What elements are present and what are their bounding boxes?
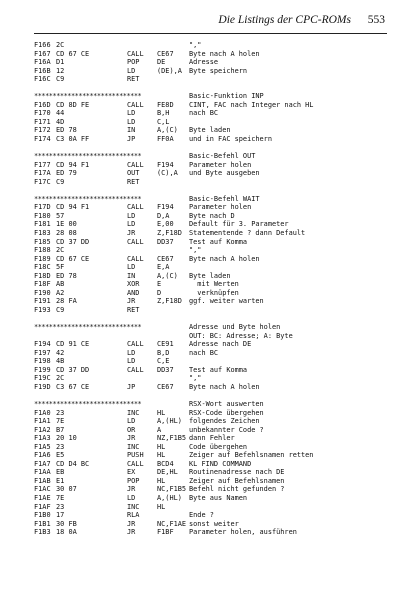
mnemonic: JR [127,519,136,528]
blank-line [34,186,394,195]
operand: DE,HL [157,468,178,477]
address: F1AE [34,493,51,502]
section-title: Basic-Befehl OUT [189,152,256,161]
hex-bytes: E1 [56,476,65,485]
mnemonic: RET [127,305,140,314]
hex-bytes: A2 [56,288,65,297]
address: F185 [34,237,51,246]
hex-bytes: 20 10 [56,434,77,443]
operand: DE [157,58,166,67]
mnemonic: RET [127,177,140,186]
code-line [34,366,394,375]
separator-stars: ***************************** [34,194,142,203]
operand: B,D [157,348,170,357]
mnemonic: RLA [127,511,140,520]
mnemonic: IN [127,126,136,135]
address: F181 [34,220,51,229]
operand: HL [157,451,166,460]
address: F16B [34,66,51,75]
address: F1AC [34,485,51,494]
operand: D,A [157,211,170,220]
hex-bytes: 4B [56,357,65,366]
code-line [34,357,394,366]
address: F18C [34,263,51,272]
hex-bytes: 5F [56,263,65,272]
hex-bytes: 30 07 [56,485,77,494]
section-header [34,195,394,204]
hex-bytes: 12 [56,66,65,75]
address: F19C [34,374,51,383]
code-line [34,503,394,512]
hex-bytes: 7E [56,493,65,502]
address: F183 [34,229,51,238]
address: F1A3 [34,434,51,443]
code-line [34,75,394,84]
mnemonic: CALL [127,365,144,374]
mnemonic: LD [127,417,136,426]
address: F1AA [34,468,51,477]
operand: F1BF [157,528,174,537]
mnemonic: XOR [127,280,140,289]
comment: Adresse nach DE [189,340,252,349]
operand: (DE),A [157,66,182,75]
address: F180 [34,211,51,220]
code-line [34,135,394,144]
mnemonic: CALL [127,340,144,349]
address: F17C [34,177,51,186]
operand: BCD4 [157,459,174,468]
mnemonic: PUSH [127,451,144,460]
section-header [34,152,394,161]
running-header [0,14,385,30]
mnemonic: OR [127,425,136,434]
hex-bytes: 23 [56,502,65,511]
hex-bytes: 18 0A [56,528,77,537]
address: F1B0 [34,511,51,520]
operand: A,(HL) [157,493,182,502]
code-line [34,50,394,59]
operand: A,(HL) [157,417,182,426]
mnemonic: CALL [127,203,144,212]
hex-bytes: ED 79 [56,169,77,178]
section-header [34,92,394,101]
comment: und Byte ausgeben [189,169,260,178]
section-note: OUT: BC: Adresse; A: Byte [189,331,293,340]
comment: Parameter holen [189,203,252,212]
code-line [34,280,394,289]
hex-bytes: CD 37 DD [56,365,90,374]
operand: F194 [157,160,174,169]
hex-bytes: 17 [56,511,65,520]
comment: "," [189,246,202,255]
hex-bytes: 42 [56,348,65,357]
section-title: Basic-Befehl WAIT [189,194,260,203]
hex-bytes: 1E 00 [56,220,77,229]
operand: B,H [157,109,170,118]
address: F1A5 [34,442,51,451]
blank-line [34,84,394,93]
code-line [34,255,394,264]
code-line [34,238,394,247]
mnemonic: POP [127,58,140,67]
address: F189 [34,254,51,263]
address: F16D [34,100,51,109]
mnemonic: CALL [127,160,144,169]
hex-bytes: CD 67 CE [56,254,90,263]
address: F1AB [34,476,51,485]
code-line [34,101,394,110]
blank-line [34,315,394,324]
comment: Parameter holen, ausführen [189,528,297,537]
operand: NC,F1B5 [157,485,187,494]
comment: Statementende ? dann Default [189,229,306,238]
address: F167 [34,49,51,58]
address: F19D [34,382,51,391]
address: F1B1 [34,519,51,528]
mnemonic: LD [127,109,136,118]
code-line [34,383,394,392]
operand: C,L [157,117,170,126]
code-line [34,477,394,486]
hex-bytes: 7E [56,417,65,426]
operand: HL [157,476,166,485]
operand: NZ,F1B5 [157,434,187,443]
code-line [34,109,394,118]
address: F1A6 [34,451,51,460]
hex-bytes: C3 0A FF [56,135,90,144]
code-line [34,528,394,537]
operand: CE91 [157,340,174,349]
operand: HL [157,502,166,511]
code-line [34,297,394,306]
section-header [34,400,394,409]
address: F1AF [34,502,51,511]
code-line [34,443,394,452]
hex-bytes: CD 94 F1 [56,160,90,169]
address: F17A [34,169,51,178]
comment: unbekannter Code ? [189,425,264,434]
operand: CE67 [157,254,174,263]
operand: E,A [157,263,170,272]
operand: NC,F1AE [157,519,187,528]
address: F17D [34,203,51,212]
address: F188 [34,246,51,255]
page-number: 553 [367,14,385,26]
address: F171 [34,117,51,126]
address: F18D [34,271,51,280]
comment: Zeiger auf Befehlsnamen retten [189,451,314,460]
comment: Byte speichern [189,66,248,75]
code-line [34,434,394,443]
comment: RSX-Code übergehen [189,408,264,417]
code-line [34,289,394,298]
mnemonic: CALL [127,459,144,468]
comment: Byte nach A holen [189,254,260,263]
hex-bytes: CD 8D FE [56,100,90,109]
mnemonic: INC [127,408,140,417]
comment: Byte laden [189,126,231,135]
comment: Byte nach D [189,211,235,220]
comment: Test auf Komma [189,237,248,246]
operand: DD37 [157,365,174,374]
address: F16A [34,58,51,67]
code-line [34,511,394,520]
operand: A,(C) [157,126,178,135]
mnemonic: LD [127,66,136,75]
mnemonic: JP [127,135,136,144]
address: F190 [34,288,51,297]
comment: CINT, FAC nach Integer nach HL [189,100,314,109]
hex-bytes: EB [56,468,65,477]
comment: mit Werten [189,280,239,289]
comment: Byte laden [189,271,231,280]
operand: F194 [157,203,174,212]
operand: C,E [157,357,170,366]
separator-stars: ***************************** [34,92,142,101]
comment: Ende ? [189,511,214,520]
section-header [34,323,394,332]
blank-line [34,391,394,400]
code-line [34,460,394,469]
comment: nach BC [189,348,219,357]
hex-bytes: 2C [56,374,65,383]
hex-bytes: 2C [56,41,65,49]
hex-bytes: D1 [56,58,65,67]
code-line [34,409,394,418]
code-line [34,126,394,135]
operand: HL [157,408,166,417]
hex-bytes: C9 [56,305,65,314]
comment: Adresse [189,58,219,67]
section-title: RSX-Wort auswerten [189,399,264,408]
comment: verknüpfen [189,288,239,297]
address: F198 [34,357,51,366]
section-title: Basic-Funktion INP [189,92,264,101]
mnemonic: JR [127,297,136,306]
comment: dann Fehler [189,434,235,443]
address: F1A7 [34,459,51,468]
code-line [34,417,394,426]
comment: Parameter holen [189,160,252,169]
mnemonic: LD [127,117,136,126]
comment: sonst weiter [189,519,239,528]
comment: KL FIND COMMAND [189,459,252,468]
code-line [34,229,394,238]
hex-bytes: CD 37 DD [56,237,90,246]
hex-bytes: B7 [56,425,65,434]
mnemonic: POP [127,476,140,485]
mnemonic: JR [127,229,136,238]
assembly-listing [34,41,394,537]
comment: folgendes Zeichen [189,417,260,426]
mnemonic: JR [127,528,136,537]
address: F193 [34,305,51,314]
separator-stars: ***************************** [34,152,142,161]
mnemonic: OUT [127,169,140,178]
code-line [34,161,394,170]
comment: und in FAC speichern [189,135,272,144]
operand: FF0A [157,135,174,144]
address: F166 [34,41,51,49]
hex-bytes: ED 78 [56,126,77,135]
mnemonic: EX [127,468,136,477]
mnemonic: LD [127,493,136,502]
comment: Code übergehen [189,442,248,451]
comment: ggf. weiter warten [189,297,264,306]
address: F177 [34,160,51,169]
address: F170 [34,109,51,118]
comment: Routinenadresse nach DE [189,468,285,477]
hex-bytes: 30 FB [56,519,77,528]
hex-bytes: 44 [56,109,65,118]
address: F174 [34,135,51,144]
separator-stars: ***************************** [34,323,142,332]
code-line [34,485,394,494]
mnemonic: IN [127,271,136,280]
code-line [34,451,394,460]
hex-bytes: 23 [56,442,65,451]
blank-line [34,144,394,153]
comment: Default für 3. Parameter [189,220,289,229]
operand: HL [157,442,166,451]
book-title: Die Listings der CPC-ROMs [218,14,351,26]
code-line [34,41,394,50]
mnemonic: CALL [127,237,144,246]
code-line [34,349,394,358]
mnemonic: AND [127,288,140,297]
address: F194 [34,340,51,349]
mnemonic: CALL [127,49,144,58]
code-line [34,118,394,127]
hex-bytes: AB [56,280,65,289]
operand: FE8D [157,100,174,109]
mnemonic: JR [127,434,136,443]
code-line [34,494,394,503]
address: F1A0 [34,408,51,417]
code-line [34,272,394,281]
operand: A,(C) [157,271,178,280]
code-line [34,203,394,212]
address: F199 [34,365,51,374]
section-subtitle [34,332,394,341]
hex-bytes: C9 [56,75,65,84]
code-line [34,426,394,435]
comment: Zeiger auf Befehlsnamen [189,476,285,485]
comment: Byte aus Namen [189,493,248,502]
mnemonic: INC [127,502,140,511]
address: F1B3 [34,528,51,537]
operand: Z,F18D [157,297,182,306]
code-line [34,178,394,187]
code-line [34,67,394,76]
comment: Byte nach A holen [189,382,260,391]
mnemonic: LD [127,220,136,229]
hex-bytes: CD 94 F1 [56,203,90,212]
code-line [34,520,394,529]
hex-bytes: C9 [56,177,65,186]
hex-bytes: 23 [56,408,65,417]
code-line [34,374,394,383]
comment: "," [189,374,202,383]
mnemonic: JR [127,485,136,494]
operand: CE67 [157,49,174,58]
address: F197 [34,348,51,357]
mnemonic: LD [127,348,136,357]
hex-bytes: C3 67 CE [56,382,90,391]
header-rule [34,33,387,34]
address: F1A2 [34,425,51,434]
hex-bytes: CD D4 BC [56,459,90,468]
comment: Befehl nicht gefunden ? [189,485,285,494]
address: F191 [34,297,51,306]
code-line [34,246,394,255]
operand: DD37 [157,237,174,246]
code-line [34,220,394,229]
mnemonic: LD [127,263,136,272]
hex-bytes: 28 08 [56,229,77,238]
comment: nach BC [189,109,219,118]
address: F18F [34,280,51,289]
hex-bytes: 4D [56,117,65,126]
hex-bytes: E5 [56,451,65,460]
hex-bytes: 28 FA [56,297,77,306]
address: F16C [34,75,51,84]
code-line [34,58,394,67]
mnemonic: CALL [127,100,144,109]
comment: Test auf Komma [189,365,248,374]
code-line [34,306,394,315]
code-line [34,169,394,178]
code-line [34,468,394,477]
mnemonic: CALL [127,254,144,263]
operand: Z,F18D [157,229,182,238]
section-title: Adresse und Byte holen [189,323,281,332]
operand: (C),A [157,169,178,178]
operand: E,00 [157,220,174,229]
address: F1A1 [34,417,51,426]
mnemonic: LD [127,357,136,366]
operand: CE67 [157,382,174,391]
comment: "," [189,41,202,49]
operand: A [157,425,162,434]
code-line [34,340,394,349]
hex-bytes: CD 67 CE [56,49,90,58]
comment: Byte nach A holen [189,49,260,58]
mnemonic: JP [127,382,136,391]
hex-bytes: 2C [56,246,65,255]
address: F172 [34,126,51,135]
hex-bytes: ED 78 [56,271,77,280]
hex-bytes: 57 [56,211,65,220]
operand: E [157,280,162,289]
separator-stars: ***************************** [34,399,142,408]
code-line [34,212,394,221]
mnemonic: RET [127,75,140,84]
mnemonic: LD [127,211,136,220]
hex-bytes: CD 91 CE [56,340,90,349]
code-line [34,263,394,272]
operand: D [157,288,162,297]
mnemonic: INC [127,442,140,451]
